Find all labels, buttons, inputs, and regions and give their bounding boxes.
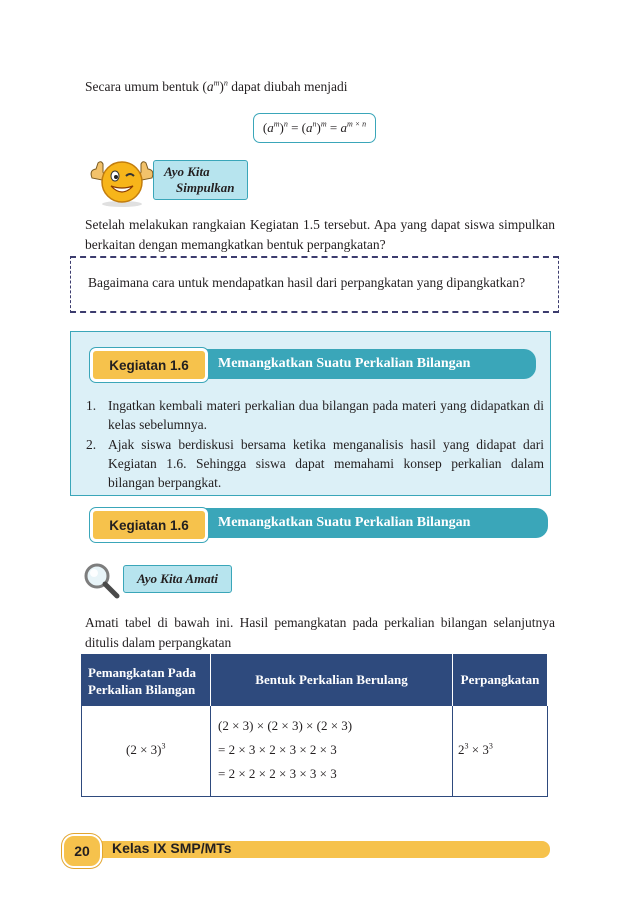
formula-box: $(a^m)^n = (a^n)^m = a^{m \times n}$: [253, 113, 376, 143]
table-cell-repeated-3: = 2 × 2 × 2 × 3 × 3 × 3: [218, 766, 337, 781]
ayo-kita-amati-label: Ayo Kita Amati: [123, 565, 232, 593]
activity-title-bar: Memangkatkan Suatu Perkalian Bilangan: [206, 349, 536, 379]
page-number: 20: [62, 834, 102, 868]
list-item: Ajak siswa berdiskusi bersama ketika menganalisis hasil yang didapat dari Kegiatan 1.6. Sehingga siswa dapat memahami konsep perkalian dalam bilangan berpangkat.: [108, 437, 544, 490]
table-divider: [452, 706, 453, 796]
table-cell-exponent: $2^3 \times 3^3$: [458, 741, 493, 757]
list-number: 1.: [86, 398, 97, 413]
table-cell-power: $(2 \times 3)^3$: [126, 741, 166, 757]
intro-line: Secara umum bentuk $(a^m)^n$ dapat diubah menjadi: [85, 78, 348, 94]
list-number: 2.: [86, 437, 97, 452]
simpulkan-paragraph: Setelah melakukan rangkaian Kegiatan 1.5 tersebut. Apa yang dapat siswa simpulkan berkaitan dengan memangkatkan bentuk perpangkatan?: [85, 217, 555, 252]
magnifier-icon: [80, 560, 122, 602]
list-item: Ingatkan kembali materi perkalian dua bilangan pada materi yang didapatkan di kelas sebelumnya.: [108, 398, 544, 432]
activity-header-tag: Kegiatan 1.6: [90, 508, 208, 542]
smiley-thumbs-up-icon: [86, 158, 158, 208]
table-header-col2: Bentuk Perkalian Berulang: [255, 672, 408, 687]
activity-tag: Kegiatan 1.6: [90, 348, 208, 382]
table-header-col1: Pemangkatan Pada Perkalian Bilangan: [88, 665, 196, 697]
table-header-col3: Perpangkatan: [460, 672, 540, 687]
table-cell-repeated-2: = 2 × 3 × 2 × 3 × 2 × 3: [218, 742, 337, 757]
question-text: Bagaimana cara untuk mendapatkan hasil dari perpangkatan yang dipangkatkan?: [88, 275, 526, 290]
activity-header-title-bar: Memangkatkan Suatu Perkalian Bilangan: [206, 508, 548, 538]
footer-title: Kelas IX SMP/MTs: [112, 840, 232, 856]
table-divider: [210, 706, 211, 796]
amati-paragraph: Amati tabel di bawah ini. Hasil pemangkatan pada perkalian bilangan selanjutnya ditulis dalam perpangkatan: [85, 615, 555, 650]
table-cell-repeated-1: (2 × 3) × (2 × 3) × (2 × 3): [218, 718, 353, 733]
ayo-kita-simpulkan-label: Ayo Kita Simpulkan: [153, 160, 248, 200]
